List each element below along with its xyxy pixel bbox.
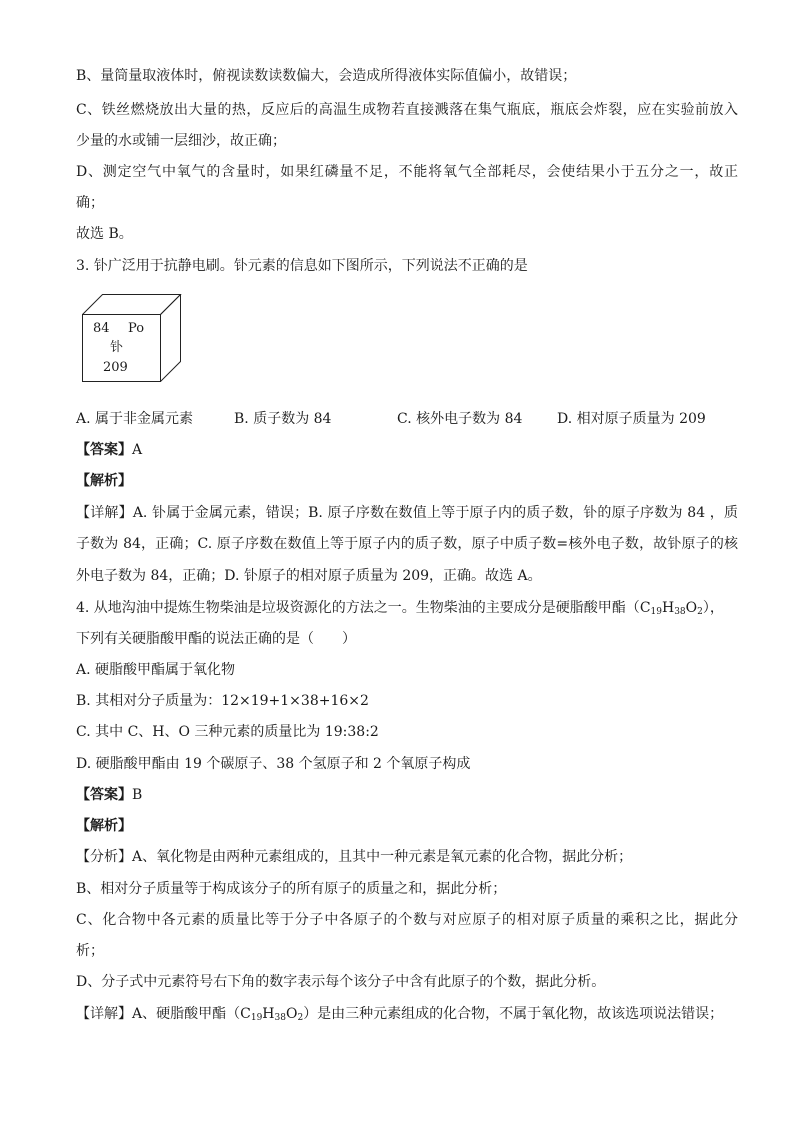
question-4-fenxi-c-2: 析； xyxy=(76,943,104,959)
question-3-detail-3: 外电子数为 84，正确；D. 钋原子的相对原子质量为 209，正确。故选 A。 xyxy=(76,568,542,584)
formula-h-subscript: 38 xyxy=(674,607,686,617)
question-3-detail-2: 子数为 84，正确；C. 原子序数在数值上等于原子内的质子数，原子中质子数=核外电子数，故钋原子的核 xyxy=(76,536,738,552)
text-line-b-incorrect: B、量筒量取液体时，俯视读数读数偏大，会造成所得液体实际值偏小，故错误； xyxy=(76,68,577,84)
question-4-detail xyxy=(76,1004,738,1024)
answer-value: B xyxy=(132,787,143,803)
text-line-c-1: C、铁丝燃烧放出大量的热，反应后的高温生成物若直接溅落在集气瓶底，瓶底会炸裂，应在实验前放入 xyxy=(76,102,738,118)
formula-o: O xyxy=(285,1006,298,1022)
question-4-answer xyxy=(76,785,738,805)
chemical-formula xyxy=(640,600,703,616)
text-line-d-2: 确； xyxy=(76,195,104,211)
formula-c: C xyxy=(240,1006,251,1022)
detail-head: 【详解】A、硬脂酸甲酯（ xyxy=(76,1006,241,1022)
answer-value: A xyxy=(132,442,143,458)
text-line-choose-b: 故选 B。 xyxy=(76,226,133,242)
text-line-d-1: D、测定空气中氧气的含量时，如果红磷量不足，不能将氧气全部耗尽，会使结果小于五分之一，故正 xyxy=(76,164,738,180)
question-4-analysis-tag: 【解析】 xyxy=(76,818,132,834)
stem-end: ）， xyxy=(702,600,724,616)
question-4-option-b: B. 其相对分子质量为：12×19+1×38+16×2 xyxy=(76,693,369,709)
question-3-analysis-tag: 【解析】 xyxy=(76,473,132,489)
question-4-option-c: C. 其中 C、H、O 三种元素的质量比为 19:38:2 xyxy=(76,724,379,740)
question-3-option-a: A. 属于非金属元素 xyxy=(76,411,194,427)
question-3-option-c: C. 核外电子数为 84 xyxy=(397,411,523,427)
question-4-fenxi-d: D、分子式中元素符号右下角的数字表示每个该分子中含有此原子的个数，据此分析。 xyxy=(76,974,606,990)
chemical-formula xyxy=(240,1006,303,1022)
question-4-stem-1 xyxy=(76,598,738,618)
answer-tag: 【答案】 xyxy=(76,787,132,803)
formula-c: C xyxy=(639,600,651,616)
element-name: 钋 xyxy=(110,340,124,355)
question-4-stem-2: 下列有关硬脂酸甲酯的说法正确的是（ ） xyxy=(76,631,356,647)
formula-c-subscript: 19 xyxy=(250,1013,263,1023)
detail-tail: ）是由三种元素组成的化合物，不属于氧化物，故该选项说法错误； xyxy=(303,1006,724,1022)
element-cube-figure xyxy=(82,294,182,382)
question-4-fenxi-a: 【分析】A、氧化物是由两种元素组成的，且其中一种元素是氧元素的化合物，据此分析； xyxy=(76,849,633,865)
element-symbol: Po xyxy=(128,321,145,336)
question-3-detail-1: 【详解】A. 钋属于金属元素，错误；B. 原子序数在数值上等于原子内的质子数，钋的原子序数为 84 ，质 xyxy=(76,505,738,521)
element-atomic-number: 84 xyxy=(93,321,110,336)
question-3-stem: 3. 钋广泛用于抗静电刷。钋元素的信息如下图所示，下列说法不正确的是 xyxy=(76,258,528,274)
question-4-option-d: D. 硬脂酸甲酯由 19 个碳原子、38 个氢原子和 2 个氧原子构成 xyxy=(76,756,471,772)
formula-h: H xyxy=(262,1006,275,1022)
formula-h: H xyxy=(661,600,675,616)
formula-o-subscript: 2 xyxy=(697,607,703,617)
formula-o-subscript: 2 xyxy=(297,1013,304,1023)
cube-outline-icon xyxy=(82,294,182,382)
formula-o: O xyxy=(685,600,698,616)
element-atomic-mass: 209 xyxy=(103,360,128,375)
question-3-option-d: D. 相对原子质量为 209 xyxy=(557,411,706,427)
question-4-option-a: A. 硬脂酸甲酯属于氧化物 xyxy=(76,662,236,678)
formula-h-subscript: 38 xyxy=(274,1013,286,1023)
answer-tag: 【答案】 xyxy=(76,442,132,458)
question-3-option-b: B. 质子数为 84 xyxy=(234,411,332,427)
question-3-answer xyxy=(76,440,738,460)
stem-text: 4. 从地沟油中提炼生物柴油是垃圾资源化的方法之一。生物柴油的主要成分是硬脂酸甲酯（ xyxy=(76,600,640,616)
question-4-fenxi-b: B、相对分子质量等于构成该分子的所有原子的质量之和，据此分析； xyxy=(76,881,507,897)
question-4-fenxi-c-1: C、化合物中各元素的质量比等于分子中各原子的个数与对应原子的相对原子质量的乘积之比，据此分 xyxy=(76,912,738,928)
text-line-c-2: 少量的水或铺一层细沙，故正确； xyxy=(76,133,286,149)
formula-c-subscript: 19 xyxy=(650,607,662,617)
